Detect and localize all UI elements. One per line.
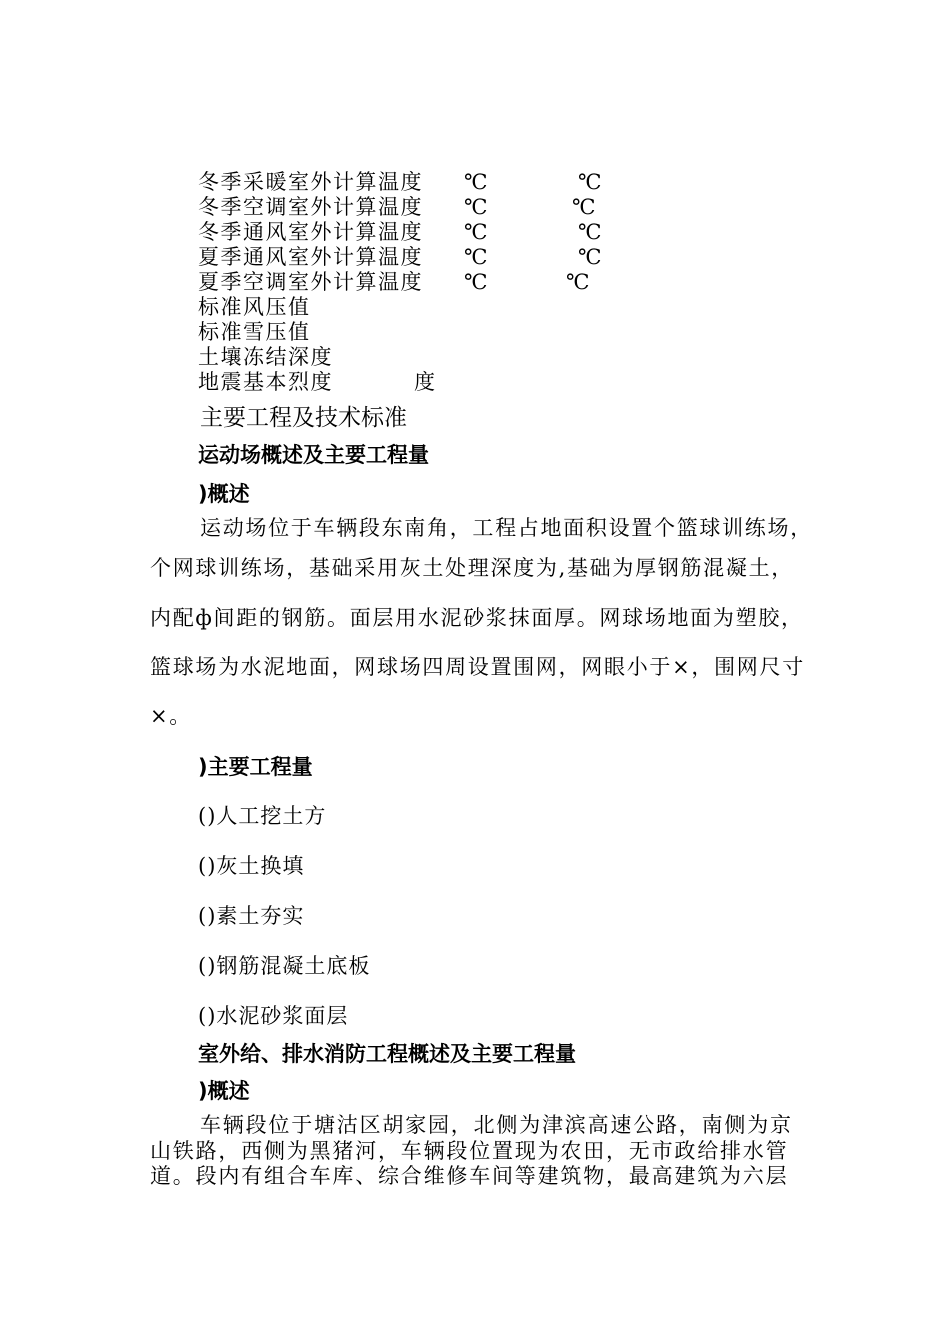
drainage-paragraph-line: 车辆段位于塘沽区胡家园，北侧为津滨高速公路，南侧为京: [200, 1113, 793, 1137]
sports-overview-heading: )概述: [198, 482, 250, 506]
climate-unit: ℃: [578, 220, 602, 244]
climate-label: 标准风压值: [198, 295, 311, 319]
climate-label: 夏季空调室外计算温度: [198, 270, 423, 294]
climate-unit: ℃: [572, 195, 596, 219]
quantity-item: ()人工挖土方: [198, 804, 327, 828]
sports-paragraph-line: 运动场位于车辆段东南角，工程占地面积设置个篮球训练场，: [200, 516, 813, 540]
climate-unit: ℃: [464, 270, 488, 294]
climate-unit: ℃: [578, 245, 602, 269]
quantity-item: ()钢筋混凝土底板: [198, 954, 371, 978]
quantity-item: ()水泥砂浆面层: [198, 1004, 349, 1028]
climate-label: 夏季通风室外计算温度: [198, 245, 423, 269]
climate-label: 冬季通风室外计算温度: [198, 220, 423, 244]
climate-label: 地震基本烈度: [198, 370, 333, 394]
climate-label: 土壤冻结深度: [198, 345, 333, 369]
climate-unit: ℃: [464, 170, 488, 194]
quantity-item: ()灰土换填: [198, 854, 305, 878]
climate-label: 冬季采暖室外计算温度: [198, 170, 423, 194]
climate-unit: ℃: [464, 245, 488, 269]
climate-unit: ℃: [566, 270, 590, 294]
quantity-item: ()素土夯实: [198, 904, 305, 928]
sports-paragraph-line: ×。: [150, 704, 192, 728]
drainage-paragraph-line: 道。段内有组合车库、综合维修车间等建筑物，最高建筑为六层: [150, 1164, 789, 1188]
sports-heading: 运动场概述及主要工程量: [198, 443, 429, 467]
climate-unit: ℃: [464, 220, 488, 244]
drainage-paragraph-line: 山铁路，西侧为黑猪河，车辆段位置现为农田，无市政给排水管: [150, 1139, 789, 1163]
climate-label: 标准雪压值: [198, 320, 311, 344]
section-title: 主要工程及技术标准: [200, 405, 407, 431]
sports-quantities-heading: )主要工程量: [198, 755, 313, 779]
drainage-overview-heading: )概述: [198, 1079, 250, 1103]
drainage-heading: 室外给、排水消防工程概述及主要工程量: [198, 1042, 576, 1066]
sports-paragraph-line: 个网球训练场，基础采用灰土处理深度为,基础为厚钢筋混凝土，: [150, 556, 794, 580]
climate-unit: ℃: [578, 170, 602, 194]
climate-unit: ℃: [464, 195, 488, 219]
climate-label: 冬季空调室外计算温度: [198, 195, 423, 219]
sports-paragraph-line: 内配ф间距的钢筋。面层用水泥砂浆抹面厚。网球场地面为塑胶，: [150, 606, 804, 630]
sports-paragraph-line: 篮球场为水泥地面，网球场四周设置围网，网眼小于×，围网尺寸: [150, 655, 805, 679]
climate-unit: 度: [414, 370, 435, 394]
